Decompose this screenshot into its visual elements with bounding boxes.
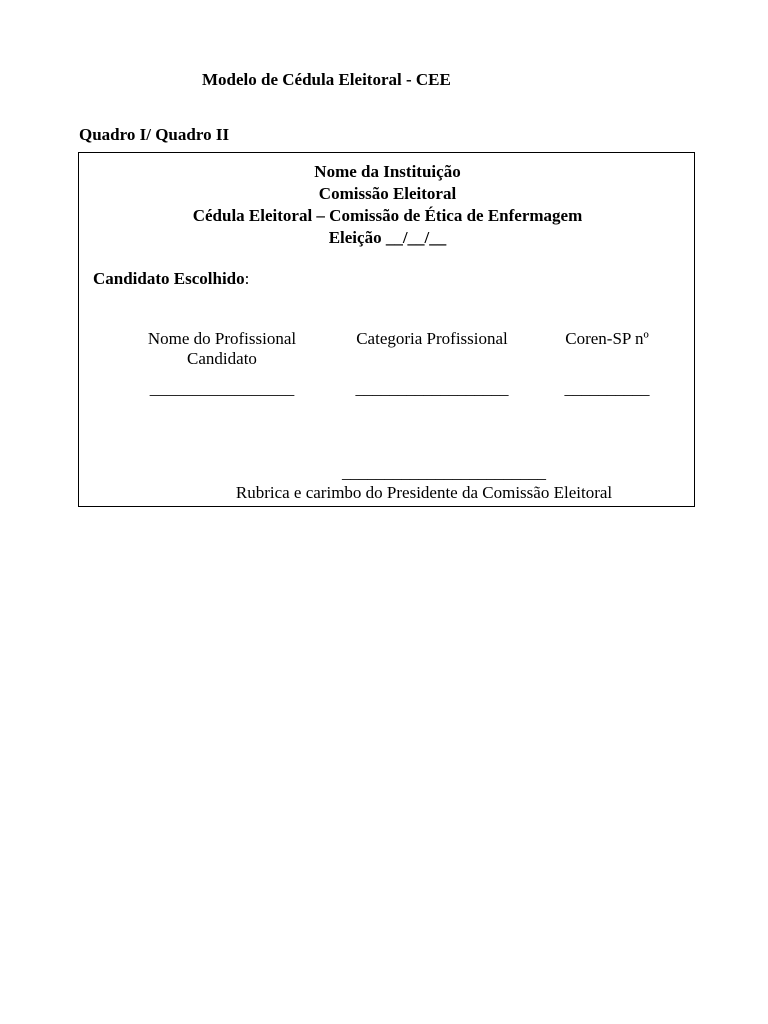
candidate-name-line: _________________ [149,379,295,398]
chosen-candidate-label [93,269,249,289]
chosen-candidate-colon: : [244,269,250,288]
professional-category-line: __________________ [355,379,509,398]
signature-line: ________________________ [342,463,546,482]
professional-category-field [337,329,527,399]
coren-number-field [549,329,665,399]
ballot-title: Cédula Eleitoral – Comissão de Ética de Enfermagem [192,206,583,225]
ballot-box [78,152,695,507]
coren-number-label: Coren-SP nº [565,329,649,348]
ballot-header [79,161,696,249]
chosen-candidate-text: Candidato Escolhido [93,269,245,288]
candidate-name-label: Nome do Profissional Candidato [147,329,297,368]
president-signature [199,463,649,503]
signature-caption: Rubrica e carimbo do Presidente da Comissão Eleitoral [235,483,613,502]
institution-name: Nome da Instituição [314,162,461,181]
election-date: Eleição __/__/__ [328,228,447,247]
frame-label: Quadro I/ Quadro II [79,125,230,144]
coren-number-line: __________ [564,379,650,398]
document-title: Modelo de Cédula Eleitoral - CEE [202,70,451,89]
candidate-name-field [131,329,313,399]
commission-name: Comissão Eleitoral [318,184,457,203]
professional-category-label: Categoria Profissional [356,329,508,348]
